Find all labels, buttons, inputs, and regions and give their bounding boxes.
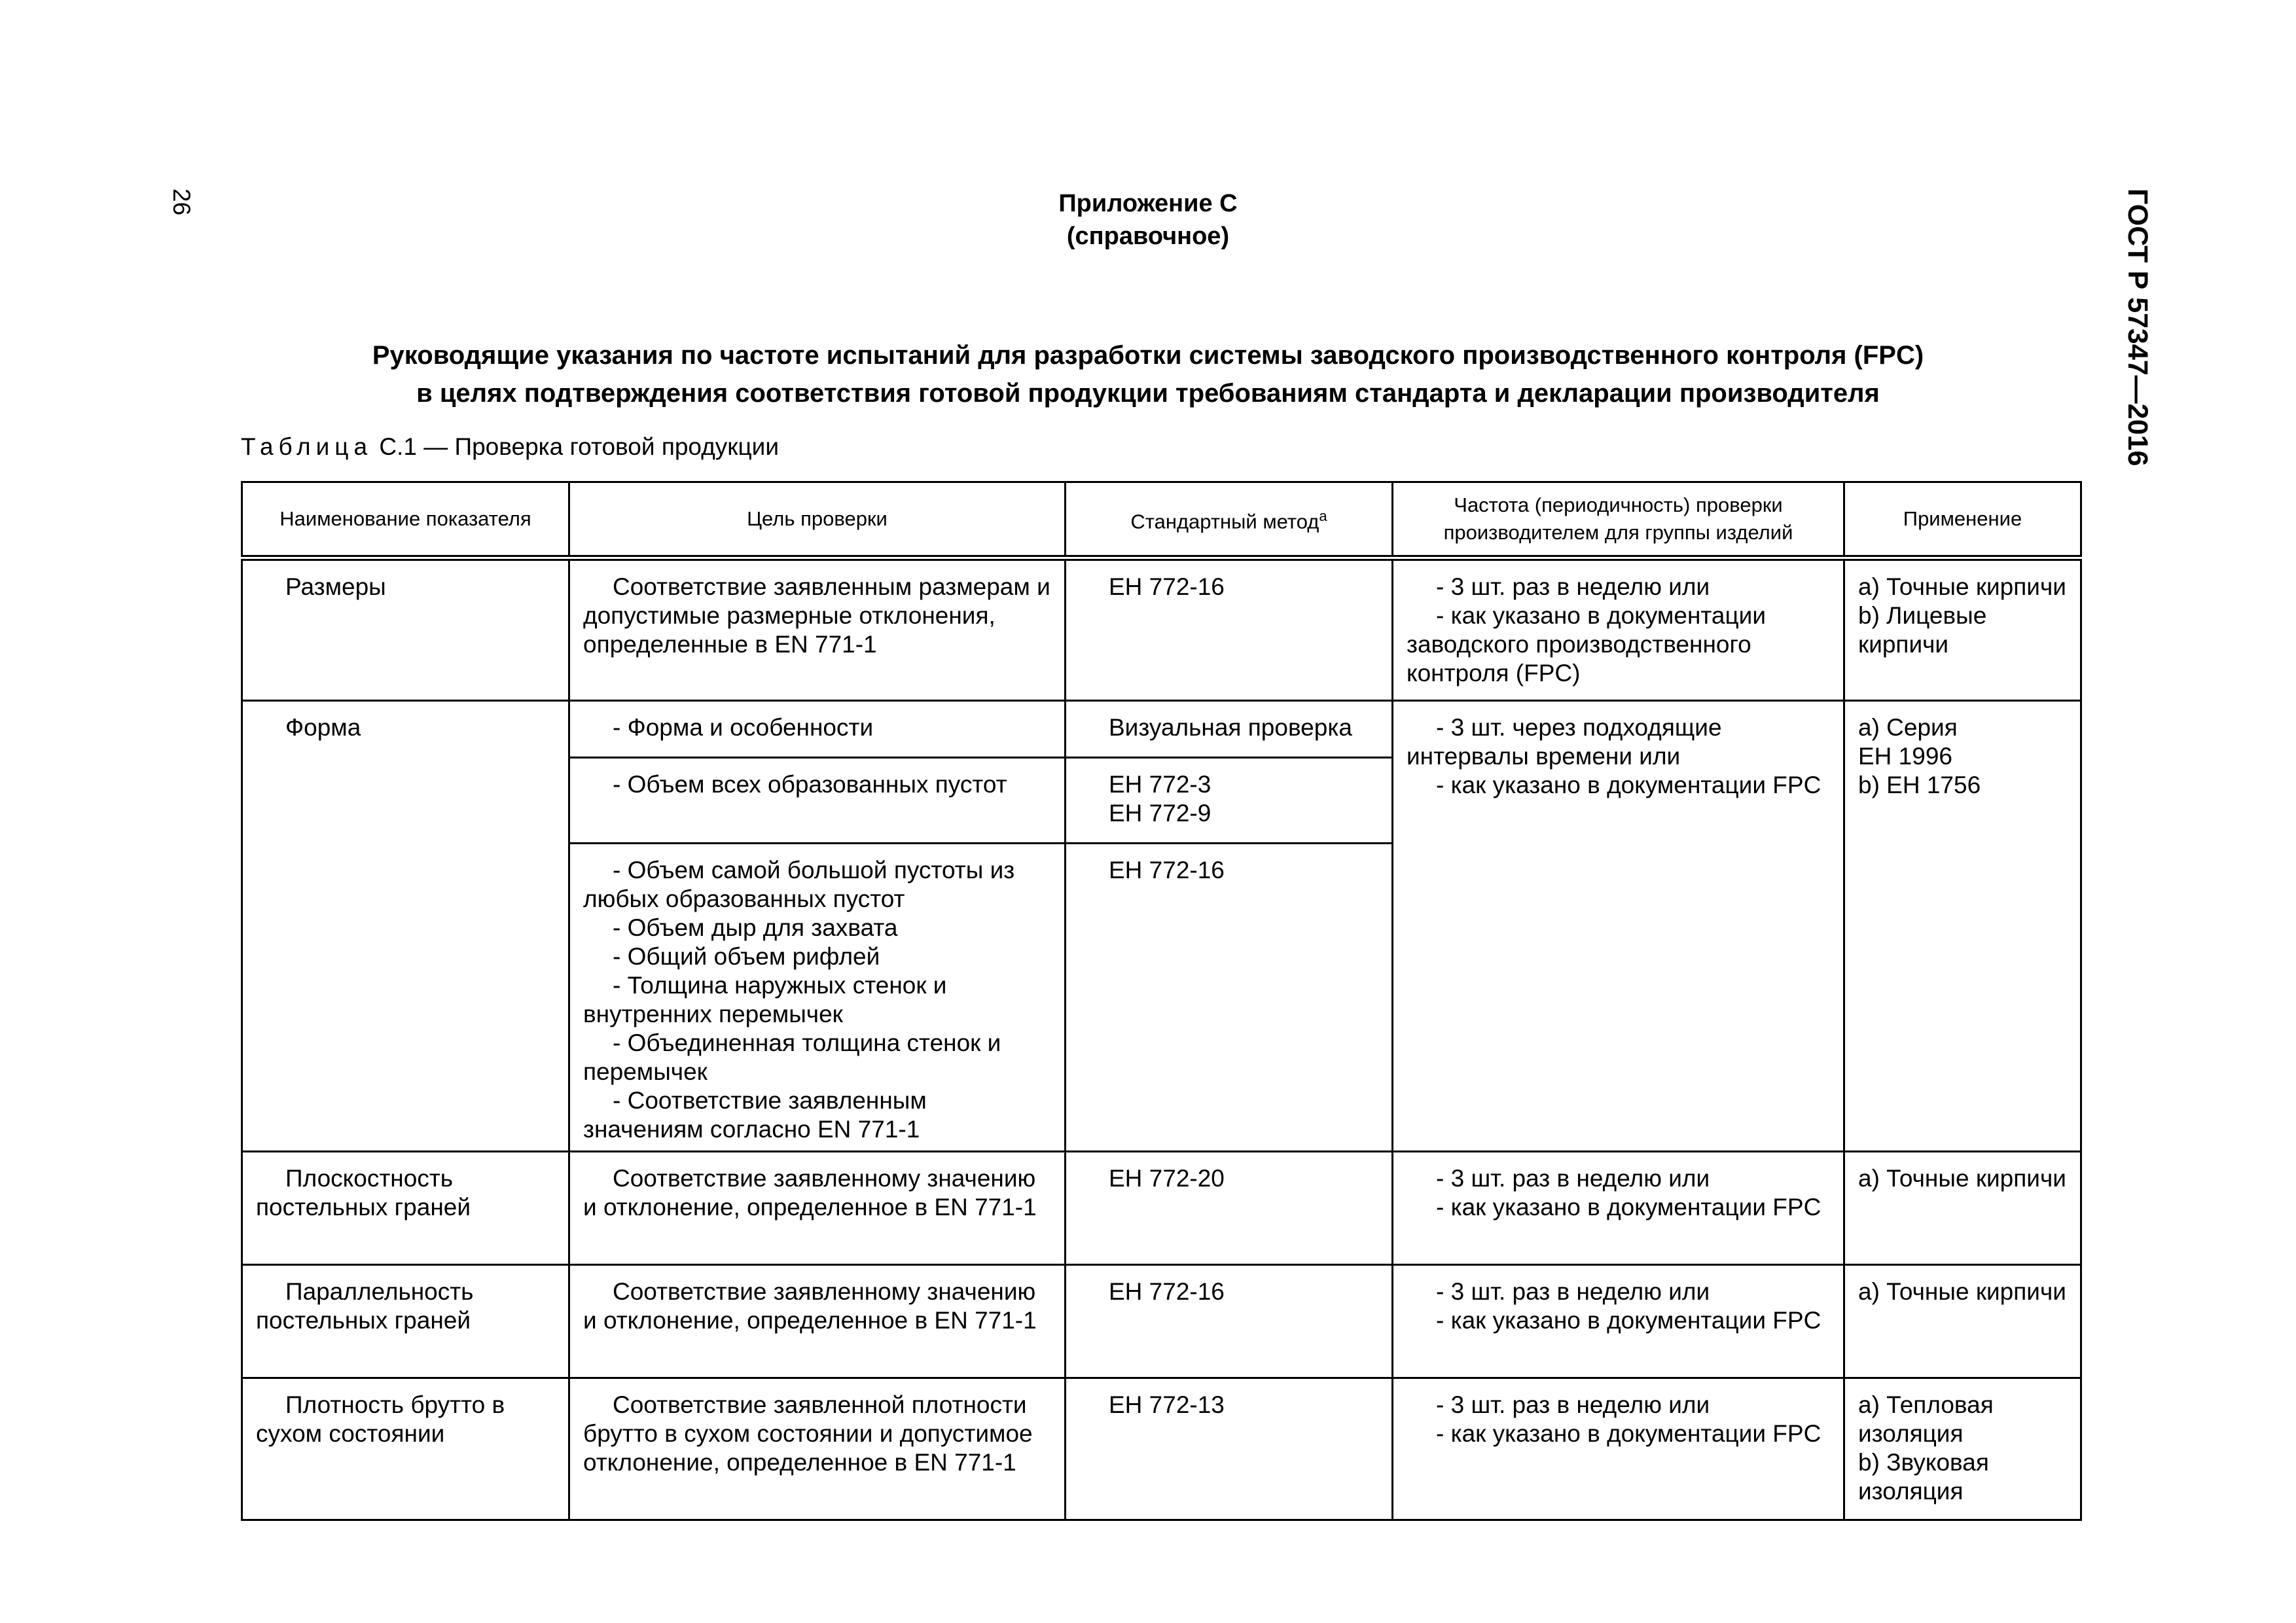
table-row	[242, 701, 2081, 758]
cell-method	[1066, 701, 1393, 758]
cell-purpose	[569, 758, 1066, 844]
cell-frequency	[1393, 1265, 1844, 1378]
frequency-line: - как указано в документации FPC	[1436, 772, 1821, 798]
application-line: a) Точные кирпичи	[1858, 573, 2066, 600]
cell-purpose	[569, 844, 1066, 1152]
purpose-text: Соответствие заявленной плотности брутто в сухом состоянии и допустимое отклонение, определенное в EN 771-1	[583, 1391, 1033, 1476]
annex-title: Приложение С	[1058, 190, 1238, 217]
frequency-line: - как указано в документации заводского производственного контроля (FPC)	[1407, 602, 1767, 687]
method-text: Визуальная проверка	[1109, 714, 1352, 741]
cell-method	[1066, 1265, 1393, 1378]
cell-purpose	[569, 558, 1066, 701]
purpose-line: - Соответствие заявленным значениям согласно EN 771-1	[583, 1087, 927, 1143]
heading-line-2: в целях подтверждения соответствия готовой продукции требованиям стандарта и декларации производителя	[416, 379, 1880, 408]
cell-frequency	[1393, 701, 1844, 1152]
application-line: ЕН 1996	[1858, 743, 1952, 770]
cell-method	[1066, 1378, 1393, 1520]
header-method	[1066, 482, 1393, 558]
table-row	[242, 1265, 2081, 1378]
table-header-row	[242, 482, 2081, 558]
frequency-line: - 3 шт. раз в неделю или	[1436, 1391, 1710, 1418]
method-text: ЕН 772-9	[1109, 800, 1211, 827]
header-frequency: Частота (периодичность) проверки производителем для группы изделий	[1393, 482, 1844, 558]
indicator-text: Параллельность постельных граней	[256, 1278, 474, 1334]
purpose-line: - Толщина наружных стенок и внутренних перемычек	[583, 972, 947, 1027]
cell-indicator	[242, 701, 569, 1152]
cell-indicator	[242, 1378, 569, 1520]
purpose-text: - Форма и особенности	[613, 714, 874, 741]
header-method-text: Стандартный метод	[1130, 510, 1319, 533]
standard-designation: ГОСТ Р 57347—2016	[2122, 188, 2153, 467]
purpose-line: - Объем дыр для захвата	[613, 914, 898, 941]
cell-method	[1066, 844, 1393, 1152]
purpose-line: - Общий объем рифлей	[613, 943, 880, 970]
application-line: b) Звуковая изоляция	[1858, 1449, 1989, 1505]
purpose-text: Соответствие заявленному значению и отклонение, определенное в EN 771-1	[583, 1278, 1037, 1334]
cell-application	[1844, 1265, 2081, 1378]
cell-purpose	[569, 1152, 1066, 1265]
cell-frequency	[1393, 1152, 1844, 1265]
application-line: b) ЕН 1756	[1858, 772, 1981, 798]
header-indicator: Наименование показателя	[242, 482, 569, 558]
method-text: ЕН 772-16	[1109, 1278, 1225, 1305]
table-row	[242, 1378, 2081, 1520]
purpose-text: Соответствие заявленным размерам и допустимые размерные отклонения, определенные в EN 771-1	[583, 573, 1050, 658]
cell-application	[1844, 558, 2081, 701]
indicator-text: Плоскостность постельных граней	[256, 1165, 471, 1221]
frequency-line: - 3 шт. раз в неделю или	[1436, 1278, 1710, 1305]
heading-line-1: Руководящие указания по частоте испытаний для разработки системы заводского производственного контроля (FPC)	[372, 341, 1924, 370]
cell-indicator	[242, 1152, 569, 1265]
cell-purpose	[569, 701, 1066, 758]
cell-application	[1844, 1378, 2081, 1520]
cell-method	[1066, 558, 1393, 701]
indicator-text: Плотность брутто в сухом состоянии	[256, 1391, 505, 1447]
indicator-text: Размеры	[285, 573, 386, 600]
cell-frequency	[1393, 1378, 1844, 1520]
frequency-line: - 3 шт. раз в неделю или	[1436, 573, 1710, 600]
cell-purpose	[569, 1378, 1066, 1520]
cell-purpose	[569, 1265, 1066, 1378]
cell-application	[1844, 1152, 2081, 1265]
method-text: ЕН 772-13	[1109, 1391, 1225, 1418]
purpose-text: Соответствие заявленному значению и отклонение, определенное в EN 771-1	[583, 1165, 1037, 1221]
frequency-line: - 3 шт. через подходящие интервалы времени или	[1407, 714, 1722, 770]
inspection-table	[241, 481, 2082, 1521]
table-row	[242, 558, 2081, 701]
table-row	[242, 1152, 2081, 1265]
frequency-line: - как указано в документации FPC	[1436, 1307, 1821, 1334]
cell-application	[1844, 701, 2081, 1152]
application-line: a) Точные кирпичи	[1858, 1165, 2066, 1192]
caption-label: Таблица	[241, 433, 373, 460]
header-method-footnote: a	[1319, 507, 1327, 524]
cell-method	[1066, 758, 1393, 844]
header-purpose: Цель проверки	[569, 482, 1066, 558]
indicator-text: Форма	[285, 714, 361, 741]
header-application: Применение	[1844, 482, 2081, 558]
frequency-line: - 3 шт. раз в неделю или	[1436, 1165, 1710, 1192]
cell-indicator	[242, 558, 569, 701]
application-line: a) Серия	[1858, 714, 1958, 741]
document-heading	[0, 336, 2296, 412]
application-line: a) Тепловая изоляция	[1858, 1391, 1994, 1447]
method-text: ЕН 772-3	[1109, 771, 1211, 798]
application-line: a) Точные кирпичи	[1858, 1278, 2066, 1305]
frequency-line: - как указано в документации FPC	[1436, 1194, 1821, 1221]
purpose-line: - Объем самой большой пустоты из любых образованных пустот	[583, 857, 1015, 912]
method-text: ЕН 772-16	[1109, 857, 1225, 883]
caption-text: С.1 — Проверка готовой продукции	[379, 433, 780, 460]
cell-indicator	[242, 1265, 569, 1378]
cell-method	[1066, 1152, 1393, 1265]
annex-subtitle: (справочное)	[1066, 223, 1230, 250]
purpose-text: - Объем всех образованных пустот	[613, 771, 1007, 798]
page-number: 26	[168, 188, 195, 216]
method-text: ЕН 772-16	[1109, 573, 1225, 600]
application-line: b) Лицевые кирпичи	[1858, 602, 1987, 658]
method-text: ЕН 772-20	[1109, 1165, 1225, 1192]
purpose-line: - Объединенная толщина стенок и перемычек	[583, 1029, 1001, 1085]
cell-frequency	[1393, 558, 1844, 701]
frequency-line: - как указано в документации FPC	[1436, 1420, 1821, 1447]
annex-header	[0, 187, 2296, 253]
table-caption	[241, 433, 779, 461]
